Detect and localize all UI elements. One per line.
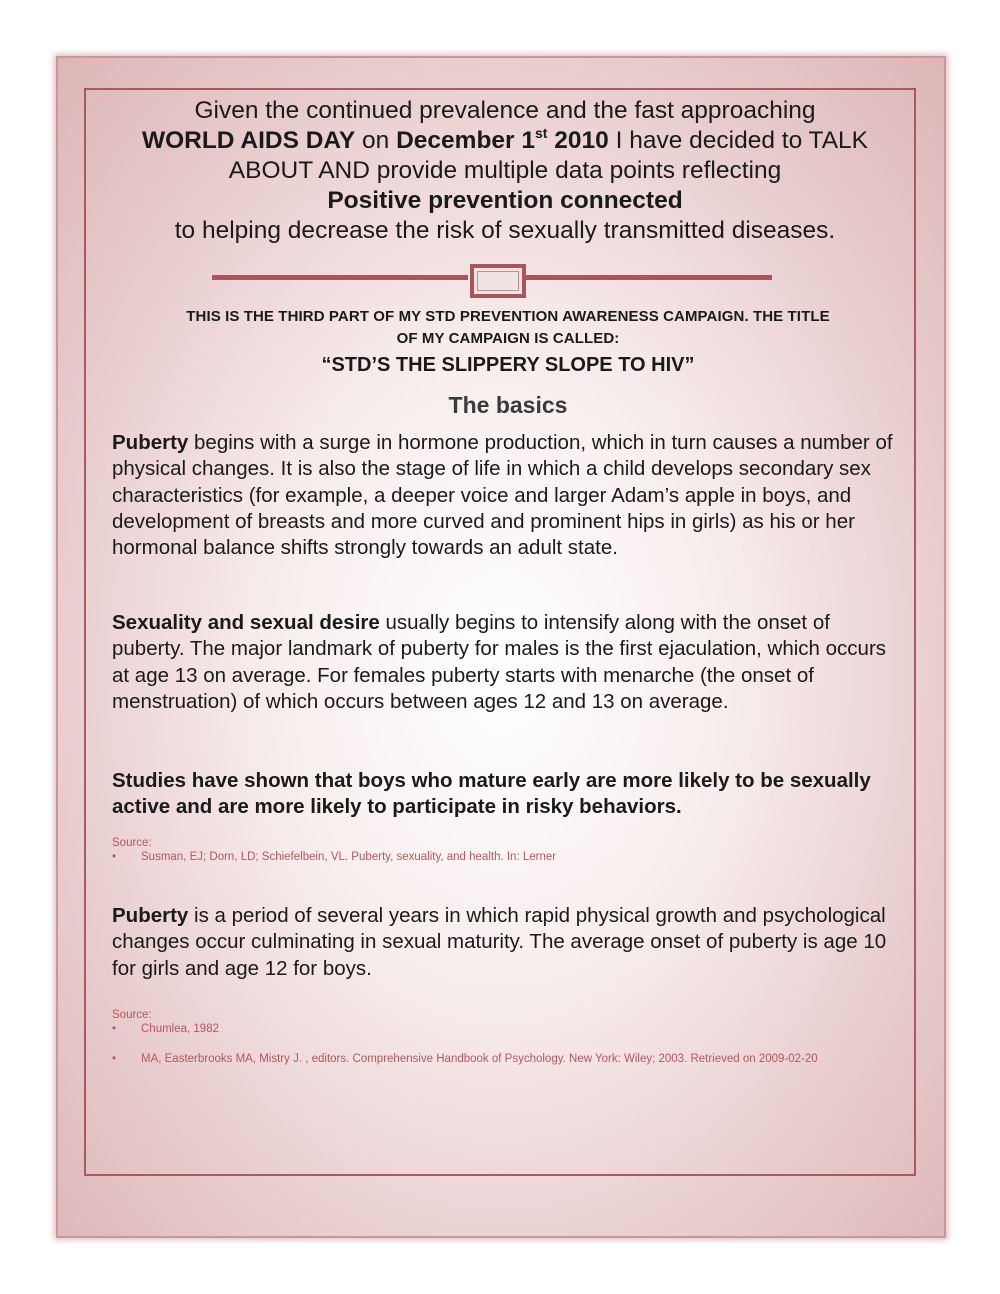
source-item-text: Susman, EJ; Dorn, LD; Schiefelbein, VL. Puberty, sexuality, and health. In: Lerner [141, 851, 557, 863]
source-item-text: Chumlea, 1982 [141, 1023, 219, 1035]
intro-line-2-tail: I have decided to TALK [608, 127, 869, 154]
on-word: on [355, 127, 397, 154]
paragraph-body: is a period of several years in which rapid physical growth and psychological changes occur culminating in sexual maturity. The average onset of puberty is age 10 for girls and age 12 for boys. [112, 904, 887, 980]
intro-line-2 [100, 126, 910, 156]
intro-line-3: ABOUT AND provide multiple data points reflecting [228, 157, 782, 184]
bullet-icon: • [112, 1053, 117, 1065]
intro-line-4 [100, 186, 910, 216]
paragraph-lead: Puberty [112, 904, 189, 927]
campaign-slogan: “STD’S THE SLIPPERY SLOPE TO HIV” [321, 354, 695, 376]
intro-line-1: Given the continued prevalence and the fast approaching [194, 97, 816, 124]
source-item [112, 850, 872, 864]
source-block-2 [112, 1008, 872, 1066]
bullet-icon: • [112, 1023, 117, 1035]
source-item [112, 1052, 872, 1066]
positive-prevention: Positive prevention connected [327, 187, 683, 214]
source-label: Source: [112, 1009, 152, 1021]
campaign-notice [100, 306, 916, 350]
source-list [112, 850, 872, 864]
paragraph-lead: Puberty [112, 431, 189, 454]
campaign-line-2: OF MY CAMPAIGN IS CALLED: [396, 330, 620, 347]
section-title: The basics [448, 392, 568, 418]
intro-text [100, 96, 910, 246]
date-year: 2010 [547, 127, 609, 154]
paragraph-studies: Studies have shown that boys who mature early are more likely to be sexually active and are more likely to participate in risky behaviors. [112, 769, 871, 819]
paragraph-sexuality [112, 610, 902, 715]
campaign-line-1: THIS IS THE THIRD PART OF MY STD PREVENTION AWARENESS CAMPAIGN. THE TITLE [186, 308, 830, 325]
source-item-text: MA, Easterbrooks MA, Mistry J. , editors. Comprehensive Handbook of Psychology. New York: Wiley; 2003. Retrieved on 2009-02-20 [141, 1053, 818, 1065]
event-name: WORLD AIDS DAY [141, 127, 356, 154]
divider-line-left [212, 275, 468, 280]
intro-line-5: to helping decrease the risk of sexually transmitted diseases. [174, 217, 836, 244]
paragraph-body: usually begins to intensify along with the onset of puberty. The major landmark of puberty for males is the first ejaculation, which occurs at age 13 on average. For females puberty starts with menarche (the onset of menstruation) of which occurs between ages 12 and 13 on average. [112, 611, 887, 713]
event-date [396, 127, 609, 154]
paragraph-lead: Sexuality and sexual desire [112, 611, 380, 634]
source-list [112, 1022, 872, 1066]
date-suffix: st [535, 125, 548, 141]
ornamental-divider [212, 262, 772, 298]
paragraph-puberty-hormones [112, 430, 902, 561]
date-main: December 1 [396, 127, 536, 154]
bullet-icon: • [112, 851, 117, 863]
source-label: Source: [112, 837, 152, 849]
divider-line-right [524, 275, 772, 280]
paragraph-body: begins with a surge in hormone production, which in turn causes a number of physical changes. It is also the stage of life in which a child develops secondary sex characteristics (for example, a deeper voice and larger Adam’s apple in boys, and development of breasts and more curved and prominent hips in girls) as his or her hormonal balance shifts strongly towards an adult state. [112, 431, 893, 560]
source-block-1 [112, 836, 872, 864]
paragraph-puberty-period [112, 903, 902, 982]
divider-box [470, 264, 526, 298]
source-item [112, 1022, 872, 1036]
